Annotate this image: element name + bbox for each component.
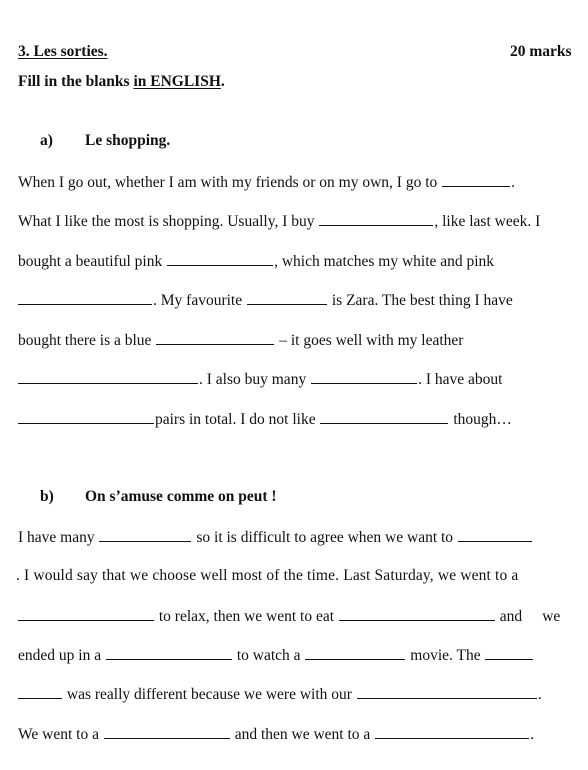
blank-18[interactable] (18, 684, 62, 699)
blank-11[interactable] (99, 527, 191, 542)
part-a-label: a) (40, 132, 53, 149)
text: , like last week. I (434, 213, 541, 230)
text: though… (449, 411, 512, 428)
blank-14[interactable] (339, 606, 495, 621)
part-a-line-2 (18, 211, 540, 232)
text: was really different because we were with our (63, 686, 356, 703)
text: , which matches my white and pink (274, 253, 495, 270)
blank-5[interactable] (247, 290, 327, 305)
text: so it is difficult to agree when we want to (192, 529, 457, 546)
text: to relax, then we went to eat (155, 608, 338, 625)
blank-16[interactable] (305, 645, 405, 660)
part-a-line-1 (18, 172, 515, 193)
part-b-title: On s’amuse comme on peut ! (85, 488, 277, 505)
text: ended up in a (18, 647, 105, 664)
text: When I go out, whether I am with my friends or on my own, I go to (18, 174, 442, 191)
instruction (18, 72, 225, 92)
blank-15[interactable] (106, 645, 232, 660)
text: What I like the most is shopping. Usually, I buy (18, 213, 319, 230)
text: . (537, 686, 542, 703)
text: pairs in total. I do not like (155, 411, 320, 428)
text: bought there is a blue (18, 332, 156, 349)
blank-8[interactable] (311, 369, 417, 384)
blank-2[interactable] (319, 211, 433, 226)
blank-4[interactable] (18, 290, 152, 305)
instruction-emphasis: in ENGLISH (133, 73, 221, 90)
text: we (542, 608, 561, 625)
blank-21[interactable] (375, 724, 529, 739)
text: . I also buy many (199, 371, 311, 388)
text: . I would say that we choose well most of the time. Last Saturday, we went to a (16, 567, 519, 584)
instruction-suffix: . (220, 73, 225, 90)
text: and (495, 608, 523, 625)
text: and then we went to a (230, 726, 375, 743)
blank-3[interactable] (167, 251, 273, 266)
text: I have many (18, 529, 99, 546)
text: . (530, 726, 535, 743)
part-b-line-6 (18, 724, 534, 745)
part-b-label: b) (40, 488, 54, 505)
blank-10[interactable] (320, 409, 448, 424)
part-b-line-2 (16, 566, 582, 586)
part-b-line-4 (18, 645, 534, 666)
blank-1[interactable] (442, 172, 510, 187)
blank-19[interactable] (357, 684, 537, 699)
text: . My favourite (153, 292, 246, 309)
blank-17[interactable] (485, 645, 533, 660)
part-b-line-1 (18, 527, 533, 548)
part-a-line-3 (18, 251, 494, 272)
part-b-line-5 (18, 684, 542, 705)
section-title: 3. Les sorties. (18, 43, 108, 60)
text: . I have about (418, 371, 503, 388)
blank-13[interactable] (18, 606, 154, 621)
text: to watch a (232, 647, 305, 664)
blank-9[interactable] (18, 409, 154, 424)
text: movie. The (406, 647, 485, 664)
instruction-prefix: Fill in the blanks (18, 73, 134, 90)
part-a-line-4 (18, 290, 513, 311)
part-a-line-7 (18, 409, 512, 430)
part-a-line-5 (18, 330, 463, 351)
text: . (511, 174, 516, 191)
blank-6[interactable] (156, 330, 274, 345)
text: We went to a (18, 726, 103, 743)
marks-label: 20 marks (510, 43, 572, 60)
blank-7[interactable] (18, 369, 198, 384)
text: bought a beautiful pink (18, 253, 167, 270)
text: – it goes well with my leather (275, 332, 464, 349)
text: is Zara. The best thing I have (327, 292, 513, 309)
part-b-line-3 (18, 606, 560, 627)
blank-12[interactable] (458, 527, 532, 542)
blank-20[interactable] (104, 724, 230, 739)
part-a-title: Le shopping. (85, 132, 171, 149)
part-a-line-6 (18, 369, 502, 390)
